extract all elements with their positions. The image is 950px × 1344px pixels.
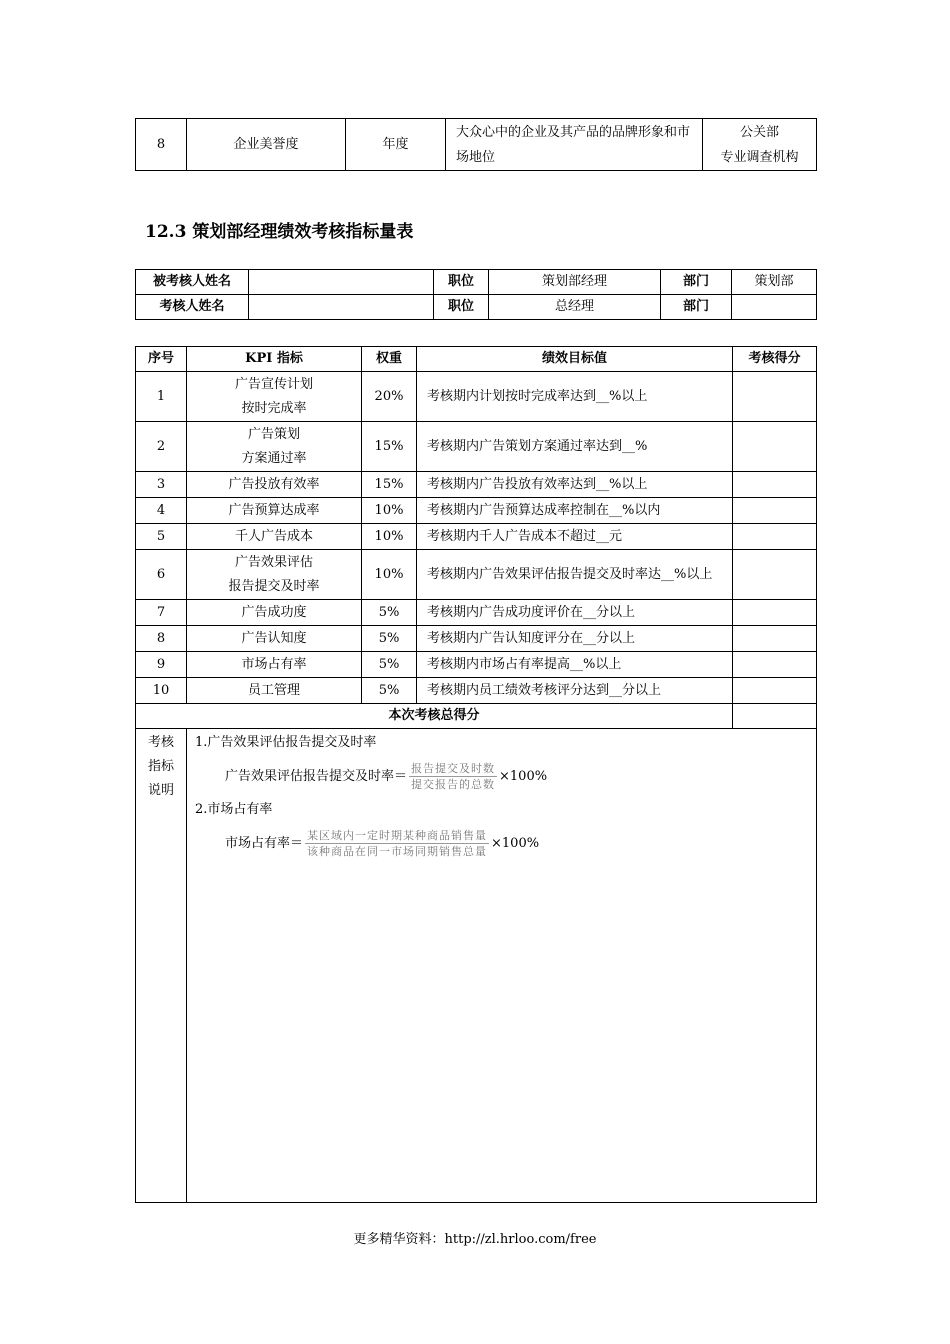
kpi-name-line: 方案通过率 bbox=[241, 450, 307, 466]
examinee-position: 策划部经理 bbox=[489, 270, 661, 295]
kpi-score-cell bbox=[733, 652, 817, 678]
fraction-numerator: 报告提交及时数 bbox=[411, 762, 496, 775]
indicator-name: 企业美誉度 bbox=[187, 119, 346, 171]
row-number: 7 bbox=[136, 600, 187, 626]
table-row bbox=[136, 600, 817, 626]
kpi-goal: 考核期内广告策划方案通过率达到__% bbox=[417, 422, 733, 472]
notes-label bbox=[136, 729, 187, 1203]
formula-multiplier: ×100% bbox=[499, 768, 548, 784]
header-kpi: KPI 指标 bbox=[187, 347, 362, 372]
formula-multiplier: ×100% bbox=[491, 835, 540, 851]
source-line: 公关部 bbox=[739, 124, 779, 140]
row-number: 9 bbox=[136, 652, 187, 678]
examinee-name-cell bbox=[249, 270, 434, 295]
kpi-name-line: 广告宣传计划 bbox=[234, 376, 313, 392]
kpi-name: 广告成功度 bbox=[187, 600, 362, 626]
kpi-name: 员工管理 bbox=[187, 678, 362, 704]
notes-label-line: 说明 bbox=[147, 783, 174, 798]
kpi-goal: 考核期内广告认知度评分在__分以上 bbox=[417, 626, 733, 652]
examinee-dept: 策划部 bbox=[732, 270, 817, 295]
total-score-cell bbox=[733, 704, 817, 729]
table-row bbox=[136, 652, 817, 678]
header-weight: 权重 bbox=[362, 347, 417, 372]
row-number: 4 bbox=[136, 498, 187, 524]
kpi-goal: 考核期内千人广告成本不超过__元 bbox=[417, 524, 733, 550]
kpi-name: 广告认知度 bbox=[187, 626, 362, 652]
table-row bbox=[136, 626, 817, 652]
kpi-weight: 10% bbox=[362, 498, 417, 524]
kpi-table bbox=[135, 346, 817, 1203]
notes-row bbox=[136, 729, 817, 1203]
notes-label-line: 指标 bbox=[147, 759, 174, 774]
dept-label: 部门 bbox=[661, 270, 732, 295]
kpi-goal: 考核期内市场占有率提高__%以上 bbox=[417, 652, 733, 678]
source-line: 专业调查机构 bbox=[720, 149, 799, 165]
kpi-name: 市场占有率 bbox=[187, 652, 362, 678]
kpi-goal: 考核期内广告效果评估报告提交及时率达__%以上 bbox=[417, 550, 733, 600]
kpi-name-line: 广告策划 bbox=[247, 426, 300, 442]
kpi-goal: 考核期内广告投放有效率达到__%以上 bbox=[417, 472, 733, 498]
kpi-weight: 15% bbox=[362, 472, 417, 498]
table-row bbox=[136, 498, 817, 524]
row-number: 8 bbox=[136, 119, 187, 171]
examiner-position: 总经理 bbox=[489, 295, 661, 320]
formula-fraction bbox=[305, 828, 489, 859]
dept-label: 部门 bbox=[661, 295, 732, 320]
kpi-score-cell bbox=[733, 372, 817, 422]
kpi-score-cell bbox=[733, 550, 817, 600]
position-label: 职位 bbox=[434, 270, 489, 295]
kpi-name-line: 报告提交及时率 bbox=[228, 578, 320, 594]
kpi-name bbox=[187, 422, 362, 472]
kpi-score-cell bbox=[733, 472, 817, 498]
kpi-score-cell bbox=[733, 600, 817, 626]
note-item-title: 2.市场占有率 bbox=[195, 802, 273, 817]
header-goal: 绩效目标值 bbox=[417, 347, 733, 372]
kpi-name bbox=[187, 372, 362, 422]
examiner-dept-cell bbox=[732, 295, 817, 320]
kpi-weight: 20% bbox=[362, 372, 417, 422]
kpi-weight: 10% bbox=[362, 524, 417, 550]
table-row bbox=[136, 422, 817, 472]
row-number: 3 bbox=[136, 472, 187, 498]
header-score: 考核得分 bbox=[733, 347, 817, 372]
formula-lhs: 市场占有率＝ bbox=[225, 835, 304, 851]
row-number: 2 bbox=[136, 422, 187, 472]
notes-body bbox=[187, 729, 817, 1203]
kpi-score-cell bbox=[733, 678, 817, 704]
kpi-goal: 考核期内计划按时完成率达到__%以上 bbox=[417, 372, 733, 422]
table-row bbox=[136, 270, 817, 295]
kpi-name bbox=[187, 550, 362, 600]
section-title: 12.3 策划部经理绩效考核指标量表 bbox=[145, 222, 414, 242]
row-number: 5 bbox=[136, 524, 187, 550]
data-source bbox=[703, 119, 817, 171]
row-number: 8 bbox=[136, 626, 187, 652]
table-row bbox=[136, 472, 817, 498]
kpi-weight: 5% bbox=[362, 678, 417, 704]
kpi-score-cell bbox=[733, 498, 817, 524]
examiner-label: 考核人姓名 bbox=[136, 295, 249, 320]
assessment-period: 年度 bbox=[346, 119, 446, 171]
total-row bbox=[136, 704, 817, 729]
kpi-name: 广告预算达成率 bbox=[187, 498, 362, 524]
formula-lhs: 广告效果评估报告提交及时率＝ bbox=[225, 768, 408, 784]
examinee-label: 被考核人姓名 bbox=[136, 270, 249, 295]
kpi-score-cell bbox=[733, 524, 817, 550]
kpi-name-line: 按时完成率 bbox=[241, 400, 307, 416]
kpi-name-line: 广告效果评估 bbox=[234, 554, 313, 570]
position-label: 职位 bbox=[434, 295, 489, 320]
table-row bbox=[136, 119, 817, 171]
person-info-table bbox=[135, 269, 817, 320]
kpi-name: 千人广告成本 bbox=[187, 524, 362, 550]
kpi-weight: 5% bbox=[362, 626, 417, 652]
row-number: 6 bbox=[136, 550, 187, 600]
total-score-label: 本次考核总得分 bbox=[136, 704, 733, 729]
fraction-numerator: 某区域内一定时期某种商品销售量 bbox=[307, 829, 488, 842]
note-item-title: 1.广告效果评估报告提交及时率 bbox=[195, 735, 377, 750]
formula-report-timeliness bbox=[225, 761, 808, 792]
row-number: 1 bbox=[136, 372, 187, 422]
header-no: 序号 bbox=[136, 347, 187, 372]
formula-market-share bbox=[225, 828, 808, 859]
kpi-score-cell bbox=[733, 422, 817, 472]
table-row bbox=[136, 295, 817, 320]
kpi-name: 广告投放有效率 bbox=[187, 472, 362, 498]
kpi-score-cell bbox=[733, 626, 817, 652]
kpi-weight: 15% bbox=[362, 422, 417, 472]
fraction-denominator: 提交报告的总数 bbox=[411, 778, 496, 791]
table-row bbox=[136, 372, 817, 422]
table-row bbox=[136, 550, 817, 600]
examiner-name-cell bbox=[249, 295, 434, 320]
table-row bbox=[136, 524, 817, 550]
formula-fraction bbox=[409, 761, 497, 792]
kpi-goal: 考核期内广告预算达成率控制在__%以内 bbox=[417, 498, 733, 524]
footer-link-text: 更多精华资料：http://zl.hrloo.com/free bbox=[353, 1232, 597, 1247]
table-header-row bbox=[136, 347, 817, 372]
kpi-goal: 考核期内员工绩效考核评分达到__分以上 bbox=[417, 678, 733, 704]
kpi-weight: 10% bbox=[362, 550, 417, 600]
table-row bbox=[136, 678, 817, 704]
kpi-goal: 考核期内广告成功度评价在__分以上 bbox=[417, 600, 733, 626]
kpi-weight: 5% bbox=[362, 652, 417, 678]
fraction-denominator: 该种商品在同一市场同期销售总量 bbox=[307, 845, 488, 858]
kpi-weight: 5% bbox=[362, 600, 417, 626]
previous-table-row bbox=[135, 118, 817, 171]
indicator-description: 大众心中的企业及其产品的品牌形象和市场地位 bbox=[446, 119, 703, 171]
notes-label-line: 考核 bbox=[147, 735, 174, 750]
row-number: 10 bbox=[136, 678, 187, 704]
